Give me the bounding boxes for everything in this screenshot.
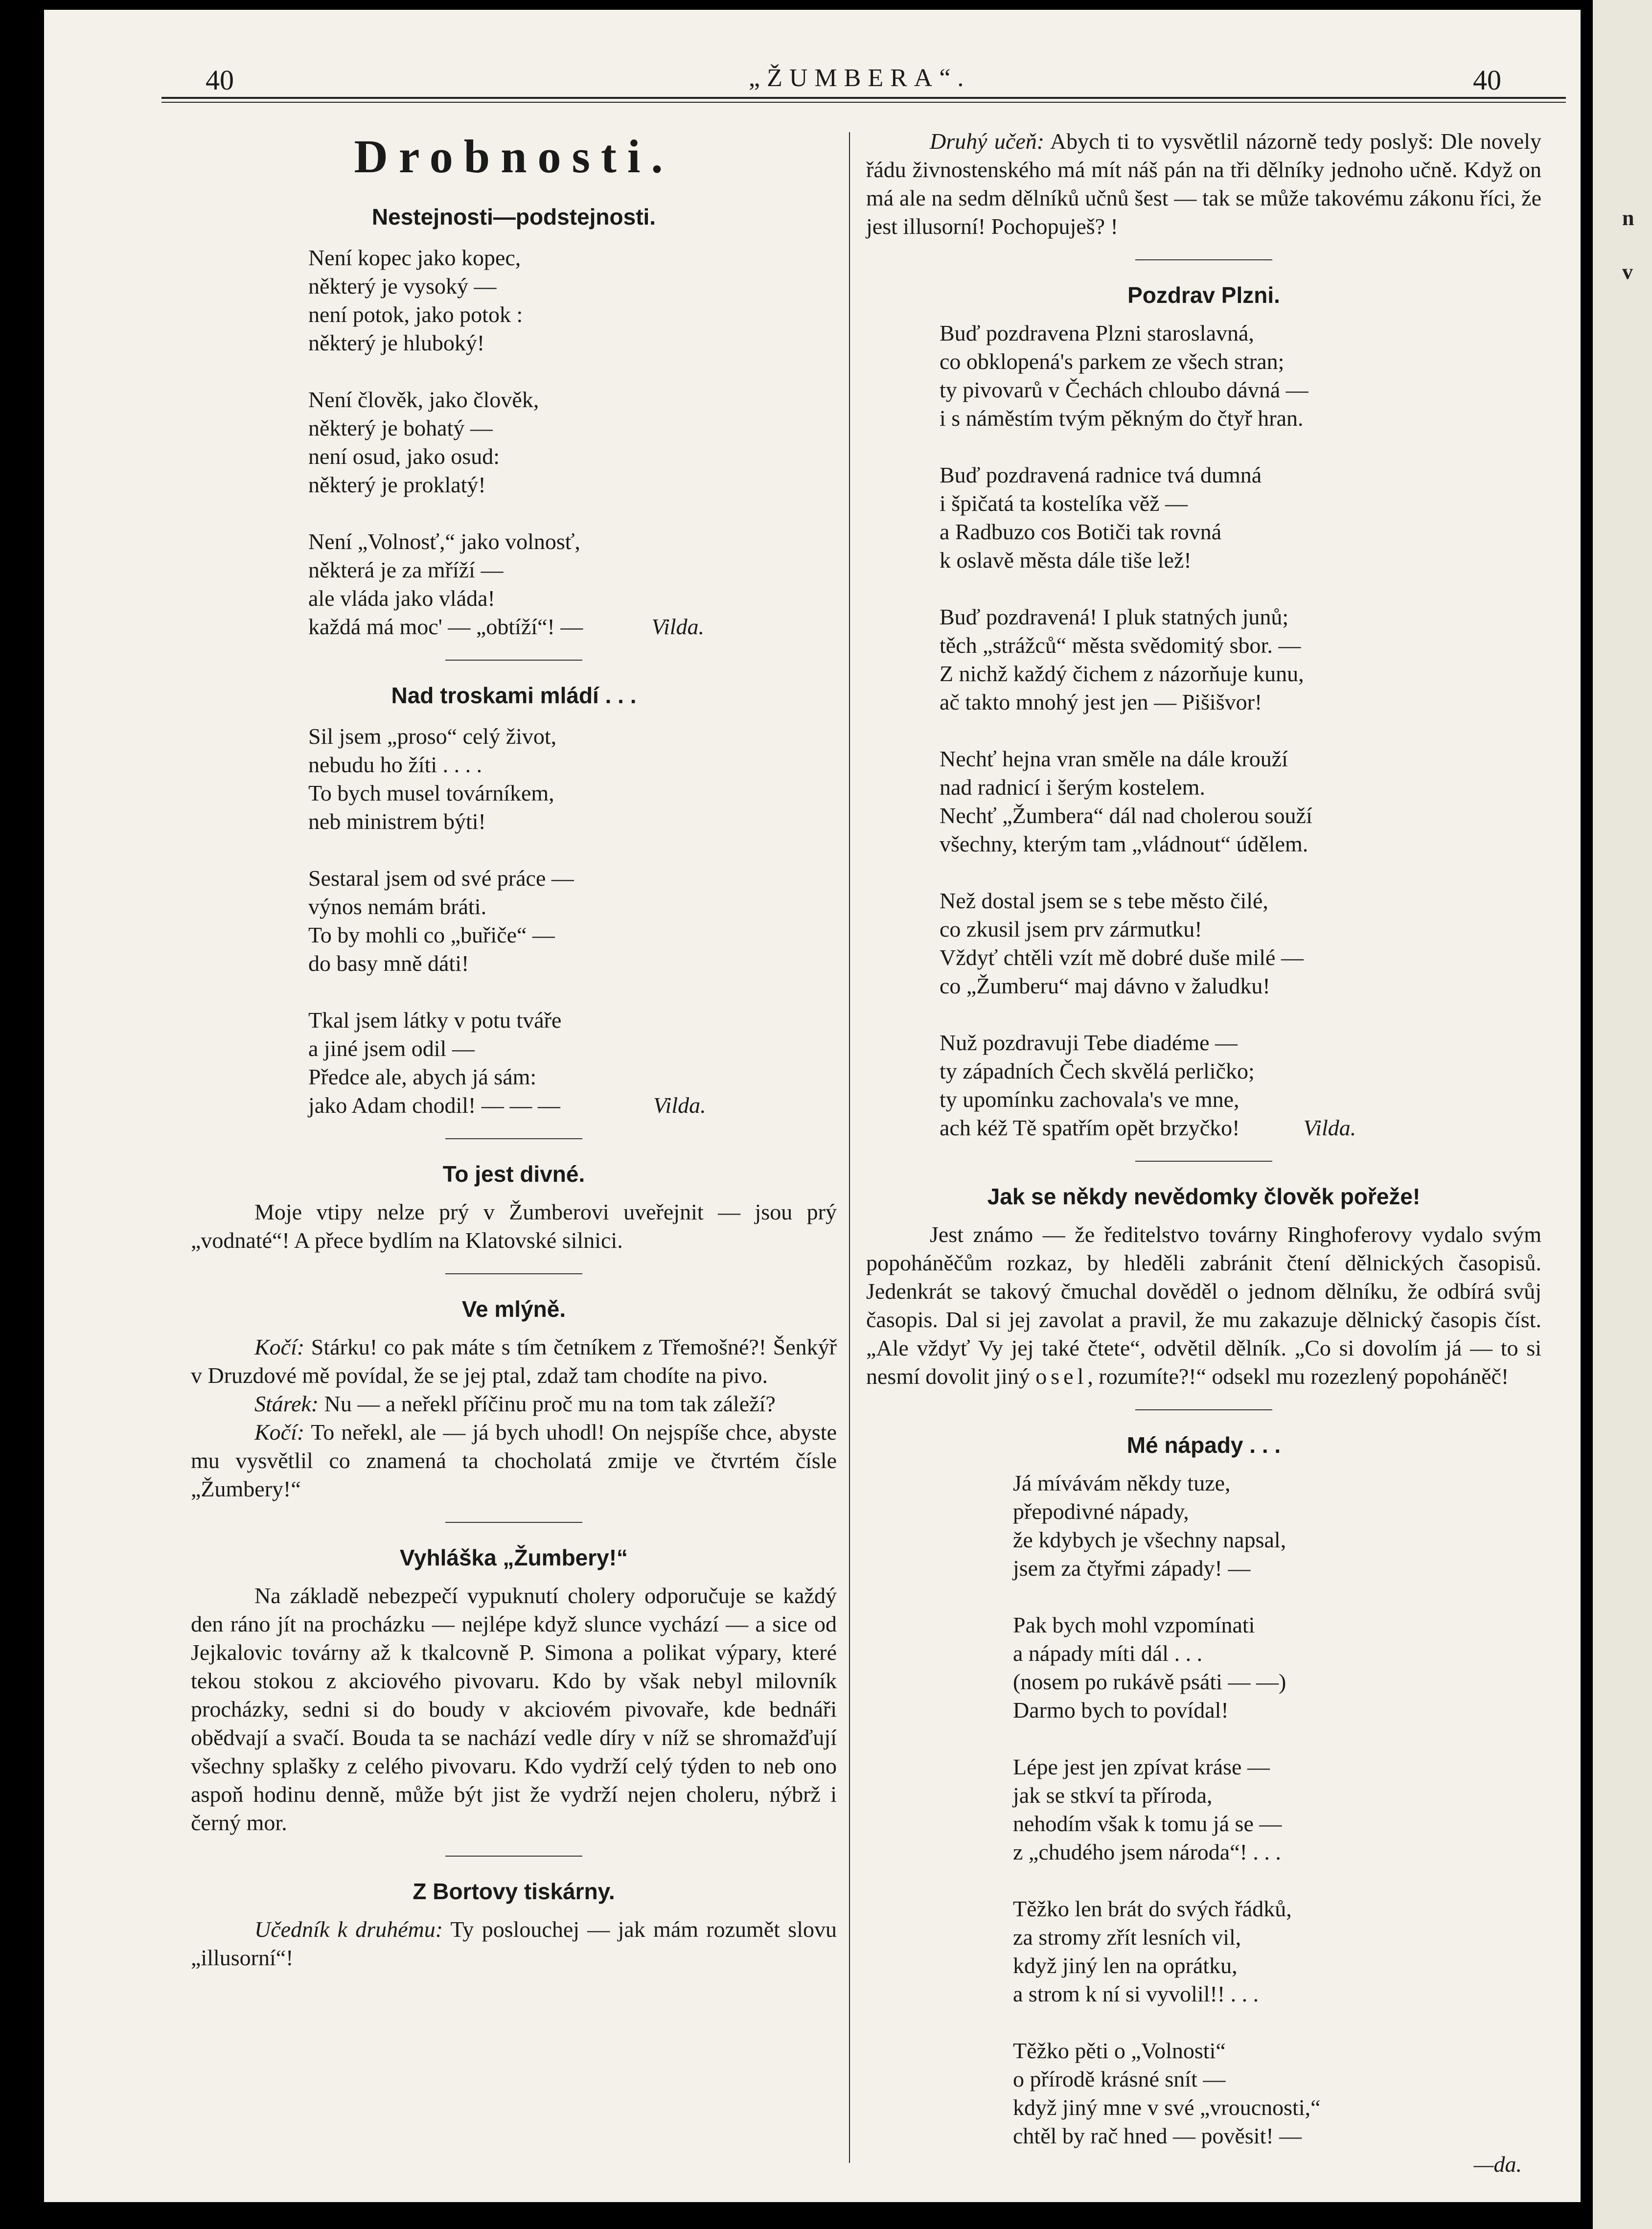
poem-me-napady — [866, 1469, 1541, 2179]
poem-line: a Radbuzo cos Botiči tak rovná — [940, 519, 1222, 544]
signature: —da. — [1473, 2152, 1522, 2177]
section-title: Drobnosti. — [354, 130, 674, 183]
poem-line: co obklopená's parkem ze všech stran; — [940, 349, 1285, 374]
adjacent-page-edge — [1593, 0, 1652, 2229]
poem-line: Předce ale, abych já sám: — [308, 1064, 537, 1089]
dialog-paragraph — [191, 1418, 837, 1503]
dialog-text: Nu — a neřekl příčinu proč mu na tom tak záleží? — [324, 1391, 776, 1416]
header-rule-top — [161, 97, 1566, 99]
poem-line: výnos nemám bráti. — [308, 894, 487, 919]
signature: Vilda. — [1303, 1115, 1356, 1140]
article-heading-ve-mlyne: Ve mlýně. — [461, 1296, 566, 1322]
page-number-left: 40 — [206, 64, 234, 96]
poem-line — [308, 1091, 837, 1120]
dialog-paragraph — [191, 1915, 837, 1972]
poem-line: není potok, jako potok : — [308, 302, 523, 327]
poem-line: do basy mně dáti! — [308, 951, 469, 976]
poem-line: Sestaral jsem od své práce — — [308, 866, 574, 891]
poem-line: že kdybych je všechny napsal, — [1013, 1527, 1286, 1552]
separator — [445, 1273, 582, 1274]
separator — [1135, 1161, 1272, 1162]
poem-line-text: každá má moc' — „obtíží“! — — [308, 614, 583, 639]
poem-line: Není člověk, jako člověk, — [308, 387, 539, 412]
dialog-text: Stárku! co pak máte s tím četníkem z Třemošné?! Šenkýř v Druzdové mě povídal, že se jej ptal, zdaž tam chodíte na pivo. — [191, 1334, 837, 1388]
poem-line: Z nichž každý čichem z názorňuje kunu, — [940, 661, 1304, 686]
article-heading-vyhlaska: Vyhláška „Žumbery!“ — [399, 1545, 628, 1570]
poem-line: Nechť „Žumbera“ dál nad cholerou souží — [940, 803, 1312, 828]
page-number-right: 40 — [1473, 64, 1501, 96]
header-rule-bottom — [161, 102, 1566, 103]
poem-line: To by mohli co „buřiče“ — — [308, 922, 555, 947]
stanza — [940, 745, 1541, 858]
poem-line: všechny, kterým tam „vládnout“ údělem. — [940, 831, 1308, 856]
poem-line: k oslavě města dále tiše lež! — [940, 548, 1192, 573]
poem-line: co zkusil jsem prv zármutku! — [940, 917, 1202, 942]
poem-line: Těžko len brát do svých řádků, — [1013, 1896, 1292, 1921]
poem-line: ale vláda jako vláda! — [308, 586, 495, 611]
poem-line: když jiný len na oprátku, — [1013, 1953, 1238, 1978]
poem-line: i špičatá ta kostelíka věž — — [940, 491, 1188, 516]
article-text: Na základě nebezpečí vypuknutí cholery odporučuje se každý den ráno jít na procházku — nejlépe když slunce vychází — a sice od Jejkalovic továrny až k tkalcovně P. Simona a polikat výpary, které tekou stokou z akciového pivovaru. Kdo by však nebyl milovník procházky, sedni si do boudy v akciovém pivovaře, kde bednáři obědvají a svačí. Bouda ta se nachází vedle díry v níž se shromažďují všechny splašky z celého pivovaru. Kdo vydrží celý týden to neb ono aspoň hodinu denně, může být jist že vydrží nejen choleru, nýbrž i černý mor. — [191, 1583, 837, 1835]
stanza — [1013, 1753, 1541, 1866]
running-title: „ŽUMBERA“. — [749, 64, 971, 92]
poem-line: Já mívávám někdy tuze, — [1013, 1471, 1231, 1495]
poem-nad-troskami — [191, 722, 837, 1120]
separator — [445, 1138, 582, 1139]
emphasized-word: osel — [1035, 1364, 1088, 1389]
signature: Vilda. — [651, 614, 705, 639]
stanza — [308, 244, 837, 357]
poem-line: některý je vysoký — — [308, 274, 497, 299]
article-heading-pozdrav-plzni: Pozdrav Plzni. — [1127, 282, 1280, 308]
signature: Vilda. — [653, 1093, 706, 1118]
dialog-text: Ty poslouchej — jak mám rozumět slovu „illusorní“! — [191, 1917, 837, 1970]
poem-line: některý je hluboký! — [308, 330, 485, 355]
article-text — [866, 1220, 1541, 1391]
speaker: Stárek: — [254, 1391, 319, 1416]
newspaper-page — [44, 10, 1581, 2202]
poem-line: Není „Volnosť,“ jako volnosť, — [308, 529, 580, 554]
poem-line: Buď pozdravená radnice tvá dumná — [940, 462, 1262, 487]
speaker: Kočí: — [254, 1334, 305, 1359]
poem-line: To bych musel továrníkem, — [308, 781, 554, 805]
article-text: Moje vtipy nelze prý v Žumberovi uveřejnit — jsou prý „vodnaté“! A přece bydlím na Klatovské silnici. — [191, 1199, 837, 1253]
stanza — [940, 887, 1541, 1000]
stanza — [308, 864, 837, 978]
poem-line: Lépe jest jen zpívat kráse — — [1013, 1754, 1270, 1779]
article-heading-bortovy-tiskarny: Z Bortovy tiskárny. — [413, 1879, 615, 1904]
poem-line: ač takto mnohý jest jen — Pišišvor! — [940, 689, 1262, 714]
poem-line: i s náměstím tvým pěkným do čtyř hran. — [940, 406, 1304, 431]
separator — [445, 1856, 582, 1857]
poem-line: Buď pozdravena Plzni staroslavná, — [940, 321, 1254, 345]
poem-line — [940, 1114, 1541, 1142]
poem-line: Vždyť chtěli vzít mě dobré duše milé — — [940, 945, 1304, 970]
article-heading-me-napady: Mé nápady . . . — [1126, 1432, 1281, 1458]
poem-line: Buď pozdravená! I pluk statných junů; — [940, 604, 1289, 629]
poem-nestejnosti — [191, 244, 837, 641]
poem-line: těch „strážců“ města svědomitý sbor. — — [940, 633, 1301, 658]
stanza — [940, 603, 1541, 716]
poem-line: Tkal jsem látky v potu tváře — [308, 1008, 562, 1033]
poem-line: nehodím však k tomu já se — — [1013, 1811, 1282, 1836]
article-heading-to-jest-divne: To jest divné. — [442, 1161, 585, 1187]
poem-line: Sil jsem „proso“ celý život, — [308, 724, 557, 749]
poem-line: a jiné jsem odil — — [308, 1036, 475, 1061]
separator — [1135, 1409, 1272, 1410]
poem-line — [308, 613, 837, 641]
stanza — [1013, 1611, 1541, 1724]
poem-line: Není kopec jako kopec, — [308, 245, 521, 270]
poem-line: některý je proklatý! — [308, 472, 486, 497]
article-heading-nad-troskami: Nad troskami mládí . . . — [391, 683, 637, 708]
poem-line: a strom k ní si vyvolil!! . . . — [1013, 1981, 1259, 2006]
poem-line-text: jako Adam chodil! — — — — [308, 1093, 560, 1118]
poem-line: nebudu ho žíti . . . . — [308, 752, 482, 777]
poem-line: z „chudého jsem národa“! . . . — [1013, 1839, 1281, 1864]
stanza — [940, 1029, 1541, 1142]
poem-line: Nechť hejna vran směle na dále krouží — [940, 746, 1288, 771]
right-column — [866, 127, 1541, 2179]
stanza — [940, 319, 1541, 433]
poem-line: ty pivovarů v Čechách chloubo dávná — — [940, 377, 1308, 402]
poem-line: některá je za mříží — — [308, 557, 504, 582]
dialog-text: To neřekl, ale — já bych uhodl! On nejspíše chce, abyste mu vysvětlil co znamená ta chocholatá zmije ve čtvrtém čísle „Žumbery!“ — [191, 1420, 837, 1501]
stanza — [308, 386, 837, 499]
poem-line: Nuž pozdravuji Tebe diadéme — — [940, 1030, 1238, 1055]
speaker: Kočí: — [254, 1420, 305, 1445]
poem-line: a nápady míti dál . . . — [1013, 1641, 1203, 1666]
adjacent-page-fragment: v — [1622, 260, 1633, 284]
poem-line: jak se stkví ta příroda, — [1013, 1783, 1213, 1808]
poem-line: chtěl by rač hned — pověsit! — — [1013, 2123, 1302, 2148]
speaker: Druhý učeň: — [930, 129, 1045, 154]
stanza — [308, 528, 837, 641]
poem-line-text: ach kéž Tě spatřím opět brzyčko! — [940, 1115, 1240, 1140]
article-heading-jak-se-nekdy: Jak se někdy nevědomky člověk pořeže! — [987, 1184, 1421, 1209]
separator — [445, 660, 582, 661]
stanza — [1013, 2037, 1541, 2150]
column-divider — [849, 132, 850, 2163]
poem-line: (nosem po rukávě psáti — —) — [1013, 1669, 1286, 1694]
poem-line: o přírodě krásné snít — — [1013, 2067, 1226, 2091]
stanza — [940, 461, 1541, 574]
stanza — [308, 722, 837, 836]
left-column — [191, 127, 837, 1972]
dialog-paragraph — [866, 127, 1541, 241]
poem-line: není osud, jako osud: — [308, 444, 500, 469]
poem-line: Pak bych mohl vzpomínati — [1013, 1612, 1255, 1637]
adjacent-page-fragment: n — [1622, 206, 1634, 230]
article-text-part: , rozumíte?!“ odsekl mu rozezlený popoháněč! — [1087, 1364, 1509, 1389]
speaker: Učedník k druhému: — [254, 1917, 443, 1942]
poem-line: Těžko pěti o „Volnosti“ — [1013, 2038, 1226, 2063]
poem-line: neb ministrem býti! — [308, 809, 486, 834]
poem-line: ty západních Čech skvělá perličko; — [940, 1058, 1255, 1083]
stanza — [308, 1006, 837, 1120]
poem-line: jsem za čtyřmi západy! — — [1013, 1556, 1251, 1581]
dialog-paragraph — [191, 1333, 837, 1390]
poem-line: co „Žumberu“ maj dávno v žaludku! — [940, 973, 1270, 998]
stanza — [1013, 1469, 1541, 1583]
poem-line: Darmo bych to povídal! — [1013, 1698, 1229, 1723]
separator — [445, 1522, 582, 1523]
poem-line: když jiný mne v své „vroucnosti,“ — [1013, 2095, 1321, 2120]
poem-line: některý je bohatý — — [308, 415, 493, 440]
poem-line: přepodivné nápady, — [1013, 1499, 1189, 1524]
dialog-text: Abych ti to vysvětlil názorně tedy poslyš: Dle novely řádu živnostenského má mít náš pán na tři dělníky jednoho učně. Když on má ale na sedm dělníků učnů šest — tak se může takovému zákonu říci, že jest illusorní! Pochopuješ? ! — [866, 129, 1541, 239]
poem-pozdrav-plzni — [866, 319, 1541, 1142]
poem-line: za stromy zřít lesních vil, — [1013, 1925, 1241, 1950]
poem-line: nad radnicí i šerým kostelem. — [940, 775, 1205, 800]
dialog-paragraph — [191, 1390, 837, 1418]
poem-line: Než dostal jsem se s tebe město čilé, — [940, 888, 1268, 913]
separator — [1135, 259, 1272, 260]
article-heading-nestejnosti: Nestejnosti—podstejnosti. — [371, 204, 656, 230]
poem-line: ty upomínku zachovala's ve mne, — [940, 1087, 1239, 1112]
stanza — [1013, 1895, 1541, 2008]
article-text-part: Jest známo — že ředitelstvo továrny Ringhoferovy vydalo svým popoháněčům rozkaz, by hleděli zabránit čtení dělnických časopisů. Jedenkrát se takový čmuchal dověděl o jednom dělníku, že odbírá svůj časopis. Dal si jej zavolat a pravil, že mu zakazuje dělnický časopis číst. „Ale vždyť Vy jej také čtete“, odvětil dělník. „Co si dovolím já — to si nesmí dovolit jiný — [866, 1222, 1541, 1389]
